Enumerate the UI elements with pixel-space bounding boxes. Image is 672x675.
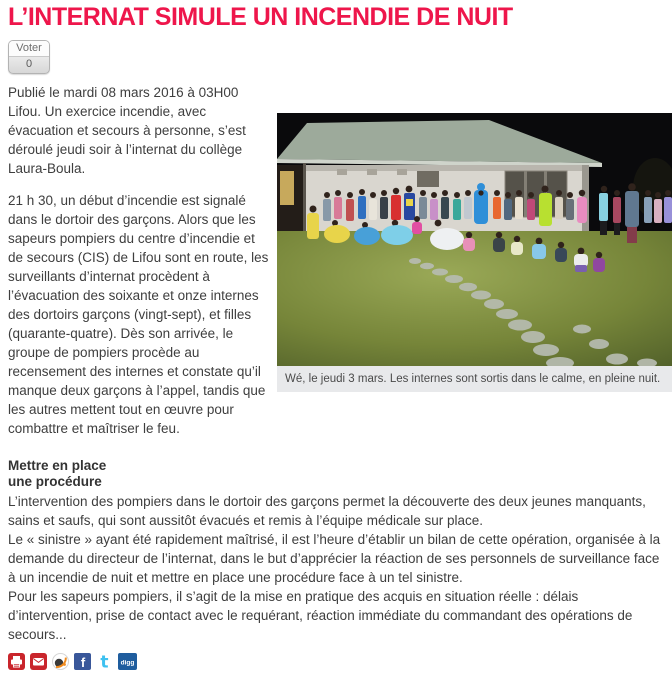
rss-icon[interactable]: [52, 653, 69, 670]
article-body-top: [8, 83, 672, 451]
article-body-bottom: [8, 458, 666, 644]
share-bar: [8, 653, 672, 670]
intro-text: Lifou. Un exercice incendie, avec évacuation et secours à personne, s’est déroulé jeudi soir à l’internat du collège Laura-Boula.: [8, 104, 246, 176]
subheading: [8, 458, 666, 490]
article-title: L’INTERNAT SIMULE UN INCENDIE DE NUIT: [8, 3, 513, 31]
body-paragraph: Le « sinistre » ayant été rapidement maîtrisé, il est l’heure d’établir un bilan de cette opération, organisée à la demande du directeur de l’internat, dans le but d’apprécier la réaction de ses personnels de surveillance face à un incendie de nuit et mettre en place une procédure face à un tel sinistre.: [8, 532, 661, 585]
photo-caption: Wé, le jeudi 3 mars. Les internes sont sortis dans le calme, en pleine nuit.: [277, 366, 672, 392]
porch-post: [303, 163, 306, 241]
digg-icon[interactable]: [118, 653, 135, 670]
eave-shadow: [277, 165, 589, 171]
night-evacuation-photo: [277, 113, 672, 366]
svg-text:t: t: [100, 653, 109, 670]
print-icon[interactable]: [8, 653, 25, 670]
svg-text:f: f: [80, 655, 86, 670]
vent: [397, 169, 407, 175]
subheading-line2: une procédure: [8, 474, 102, 489]
vote-count: 0: [25, 58, 33, 70]
vote-button[interactable]: Voter: [9, 41, 49, 57]
lit-door-panel: [280, 171, 294, 205]
svg-text:digg: digg: [120, 659, 135, 667]
twitter-icon[interactable]: [96, 653, 113, 670]
intro-paragraph: [8, 83, 271, 178]
vent: [337, 169, 347, 175]
article-left-column: [8, 83, 271, 451]
published-date: Publié le mardi 08 mars 2016 à 03H00: [8, 85, 239, 100]
window-mullion: [524, 171, 527, 217]
body-paragraph: Pour les sapeurs pompiers, il s’agit de la mise en pratique des acquis en situation réelle : délais d’intervention, prise de contact avec le requérant, réaction immédiate du commandant des opérations de secours...: [8, 589, 633, 642]
subheading-line1: Mettre en place: [8, 458, 107, 473]
body-paragraph: 21 h 30, un début d’incendie est signalé dans le dortoir des garçons. Alors que les sapeurs pompiers du centre d’incendie et de secours (CIS) de Lifou sont en route, les surveillants d’internat procèdent à l’évacuation des soixante et onze internes des dortoirs garçons (vingt-sept), et filles (quarante-quatre). Dès son arrivée, le groupe de pompiers procède au recensement des internes et constate qu’il manque deux garçons à l’appel, tandis que les autres mettent tout en œuvre pour combattre et maîtriser le feu.: [8, 193, 269, 436]
email-icon[interactable]: [30, 653, 47, 670]
body-paragraph: L’intervention des pompiers dans le dortoir des garçons permet la découverte des deux jeunes manquants, sains et saufs, qui sont aussitôt évacués et remis à l’équipe médicale sur place.: [8, 494, 646, 528]
photo-grass: [277, 231, 672, 366]
vent: [367, 169, 377, 175]
facebook-icon[interactable]: [74, 653, 91, 670]
small-window: [417, 171, 439, 187]
article-photo-figure: [277, 113, 672, 392]
vote-widget[interactable]: [8, 40, 50, 74]
